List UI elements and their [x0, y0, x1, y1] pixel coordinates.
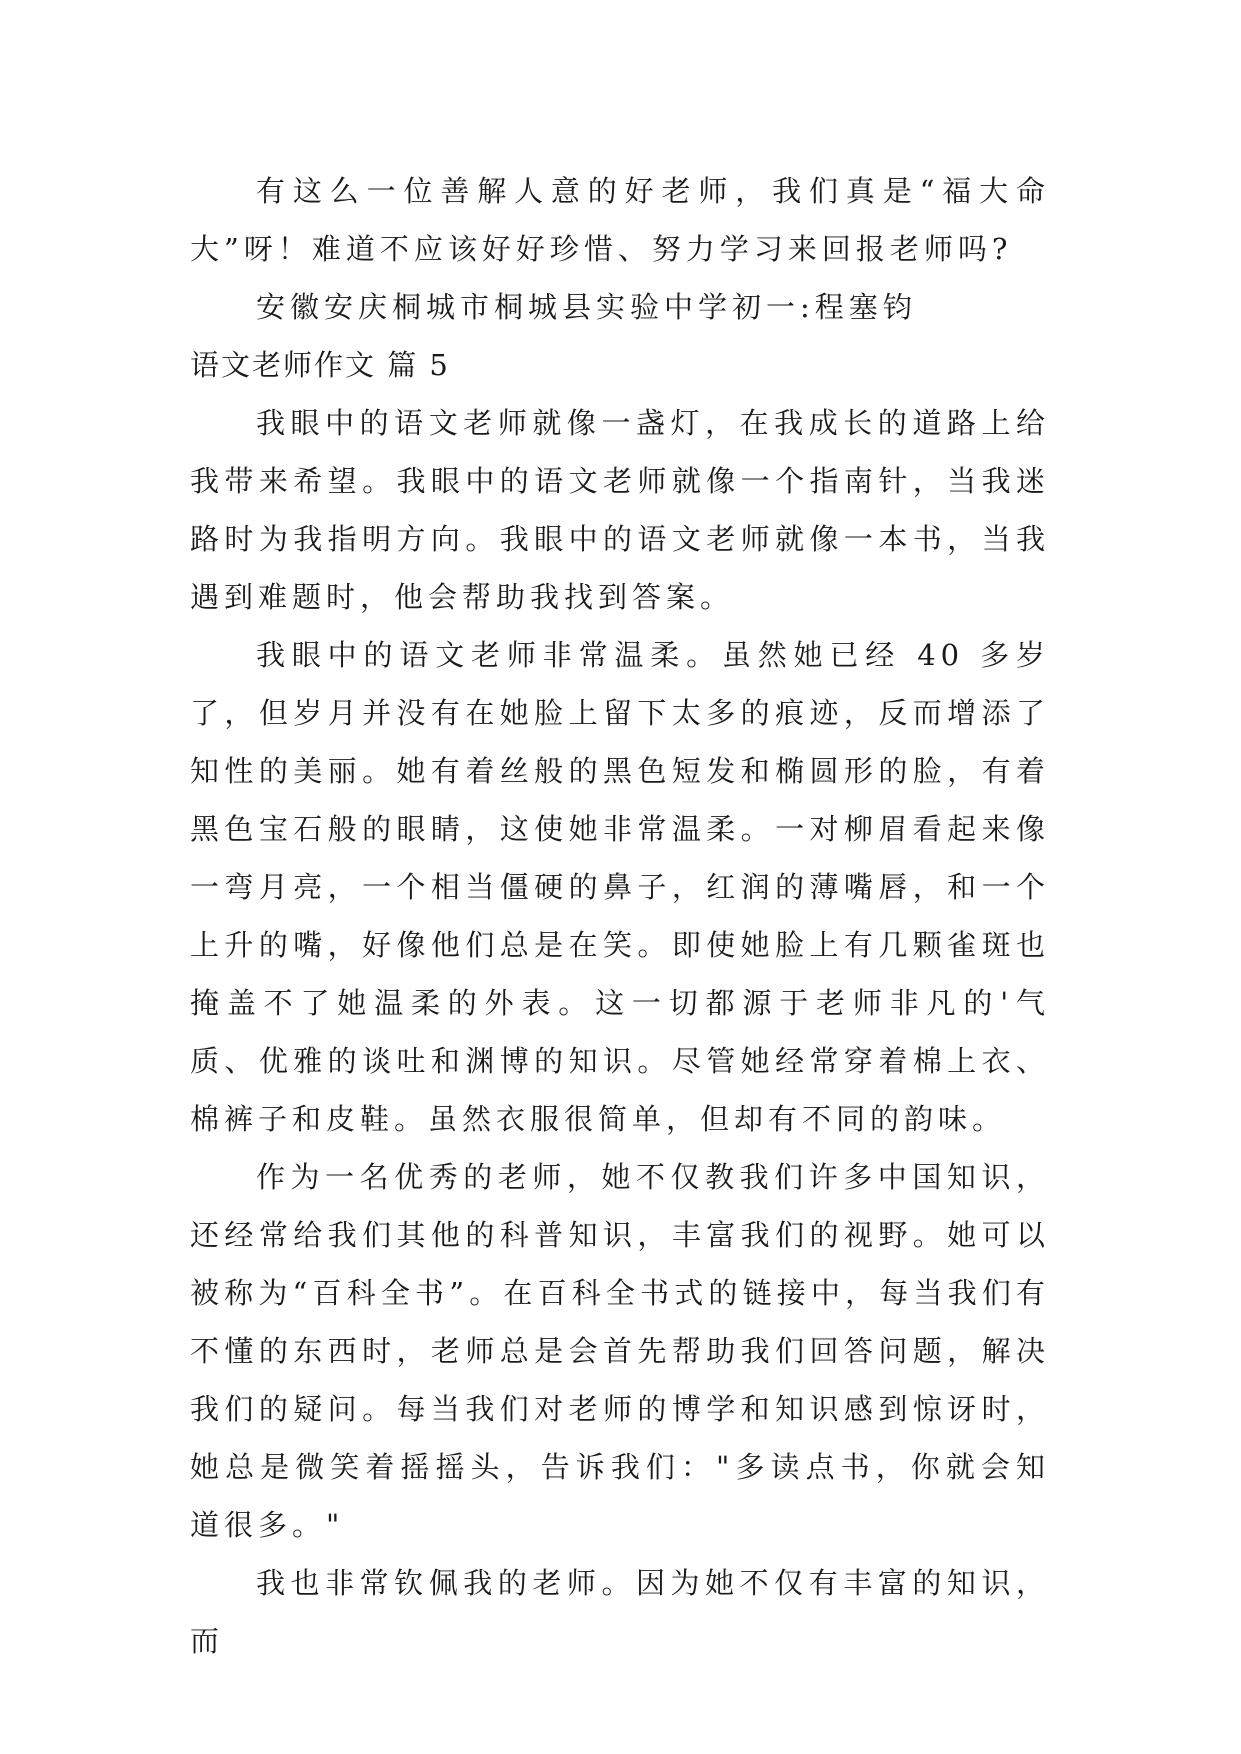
- paragraph-closing-remark: 有这么一位善解人意的好老师，我们真是“福大命大”呀！难道不应该好好珍惜、努力学习来回报老师吗?: [190, 174, 1050, 266]
- paragraph-appearance: 我眼中的语文老师非常温柔。虽然她已经 40 多岁了，但岁月并没有在她脸上留下太多的痕迹，反而增添了知性的美丽。她有着丝般的黑色短发和椭圆形的脸，有着黑色宝石般的眼睛，这使她非常温柔。一对柳眉看起来像一弯月亮，一个相当僵硬的鼻子，红润的薄嘴唇，和一个上升的嘴，好像他们总是在笑。即使她脸上有几颗雀斑也掩盖不了她温柔的外表。这一切都源于老师非凡的'气质、优雅的谈吐和渊博的知识。尽管她经常穿着棉上衣、棉裤子和皮鞋。虽然衣服很简单，但却有不同的韵味。: [190, 638, 1050, 1136]
- paragraph-intro: 我眼中的语文老师就像一盏灯，在我成长的道路上给我带来希望。我眼中的语文老师就像一个指南针，当我迷路时为我指明方向。我眼中的语文老师就像一本书，当我遇到难题时，他会帮助我找到答案。: [190, 406, 1050, 614]
- author-attribution: 安徽安庆桐城市桐城县实验中学初一:程塞钧: [256, 290, 917, 324]
- paragraph-knowledge: 作为一名优秀的老师，她不仅教我们许多中国知识，还经常给我们其他的科普知识，丰富我们的视野。她可以被称为“百科全书”。在百科全书式的链接中，每当我们有不懂的东西时，老师总是会首先帮助我们回答问题，解决我们的疑问。每当我们对老师的博学和知识感到惊讶时，她总是微笑着摇摇头，告诉我们："多读点书，你就会知道很多。": [190, 1160, 1050, 1542]
- essay-heading: 语文老师作文 篇 5: [190, 348, 450, 382]
- paragraph-admiration: 我也非常钦佩我的老师。因为她不仅有丰富的知识，而: [190, 1566, 1050, 1658]
- document-body: [190, 162, 1050, 1670]
